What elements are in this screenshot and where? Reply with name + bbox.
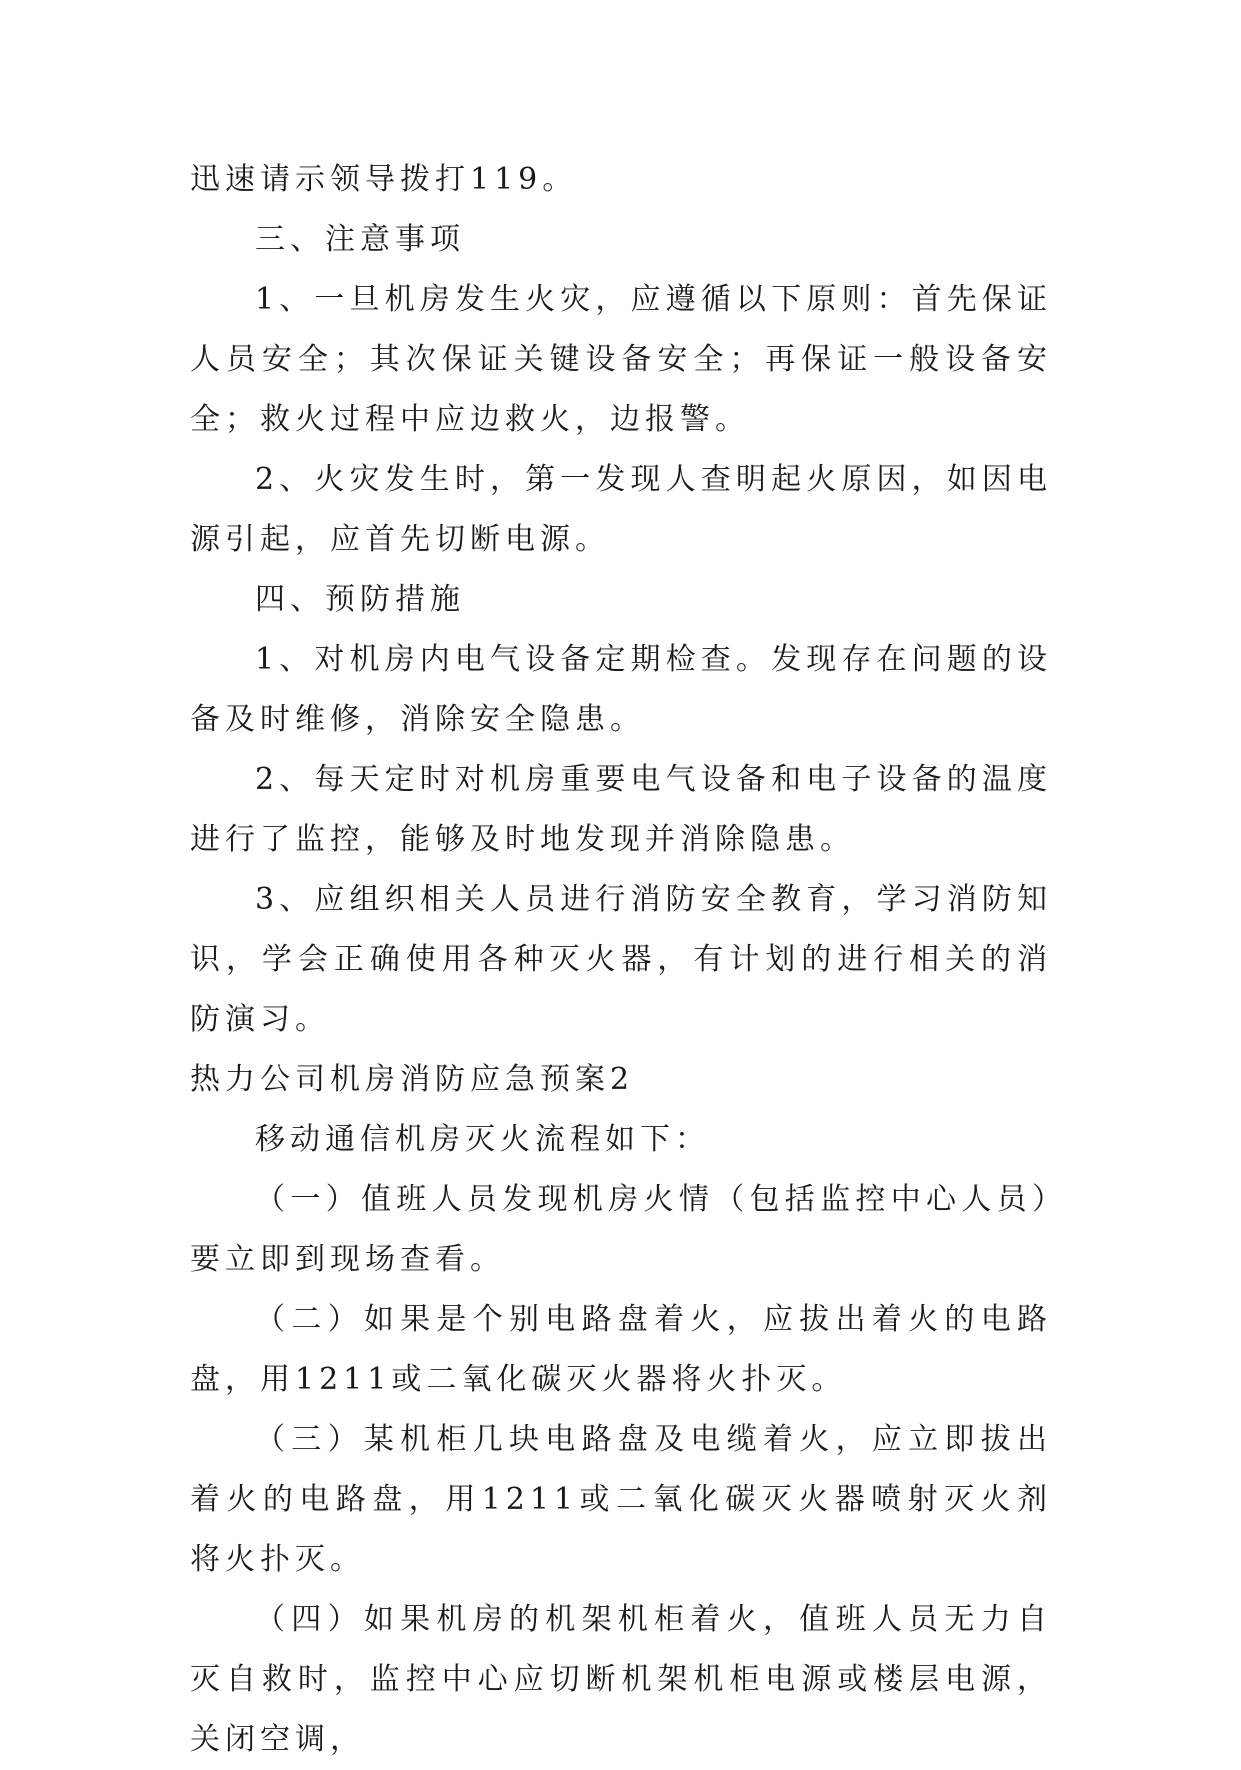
paragraph-step-1: （一）值班人员发现机房火情（包括监控中心人员）要立即到现场查看。: [190, 1182, 1052, 1277]
paragraph-step-3: （三）某机柜几块电路盘及电缆着火，应立即拔出着火的电路盘，用1211或二氧化碳灭火器喷射灭火剂将火扑灭。: [190, 1422, 1052, 1577]
section-heading-notes: 三、注意事项: [255, 222, 465, 257]
paragraph-note-1: 1、一旦机房发生火灾，应遵循以下原则：首先保证人员安全；其次保证关键设备安全；再保证一般设备安全；救火过程中应边救火，边报警。: [190, 282, 1052, 437]
paragraph-prevention-2: 2、每天定时对机房重要电气设备和电子设备的温度进行了监控，能够及时地发现并消除隐患。: [190, 762, 1052, 857]
paragraph-intro: 移动通信机房灭火流程如下：: [255, 1122, 710, 1157]
paragraph-prevention-3: 3、应组织相关人员进行消防安全教育，学习消防知识，学会正确使用各种灭火器，有计划的进行相关的消防演习。: [190, 882, 1052, 1037]
paragraph-note-2: 2、火灾发生时，第一发现人查明起火原因，如因电源引起，应首先切断电源。: [190, 462, 1052, 557]
section-heading-prevention: 四、预防措施: [255, 582, 465, 617]
paragraph-prevention-1: 1、对机房内电气设备定期检查。发现存在问题的设备及时维修，消除安全隐患。: [190, 642, 1052, 737]
paragraph-continuation: 迅速请示领导拨打119。: [190, 162, 578, 197]
document-body: [190, 150, 1052, 1770]
paragraph-step-2: （二）如果是个别电路盘着火，应拔出着火的电路盘，用1211或二氧化碳灭火器将火扑灭。: [190, 1302, 1052, 1397]
document-title-2: 热力公司机房消防应急预案2: [190, 1062, 635, 1097]
paragraph-step-4: （四）如果机房的机架机柜着火，值班人员无力自灭自救时，监控中心应切断机架机柜电源或楼层电源，关闭空调，: [190, 1602, 1052, 1757]
